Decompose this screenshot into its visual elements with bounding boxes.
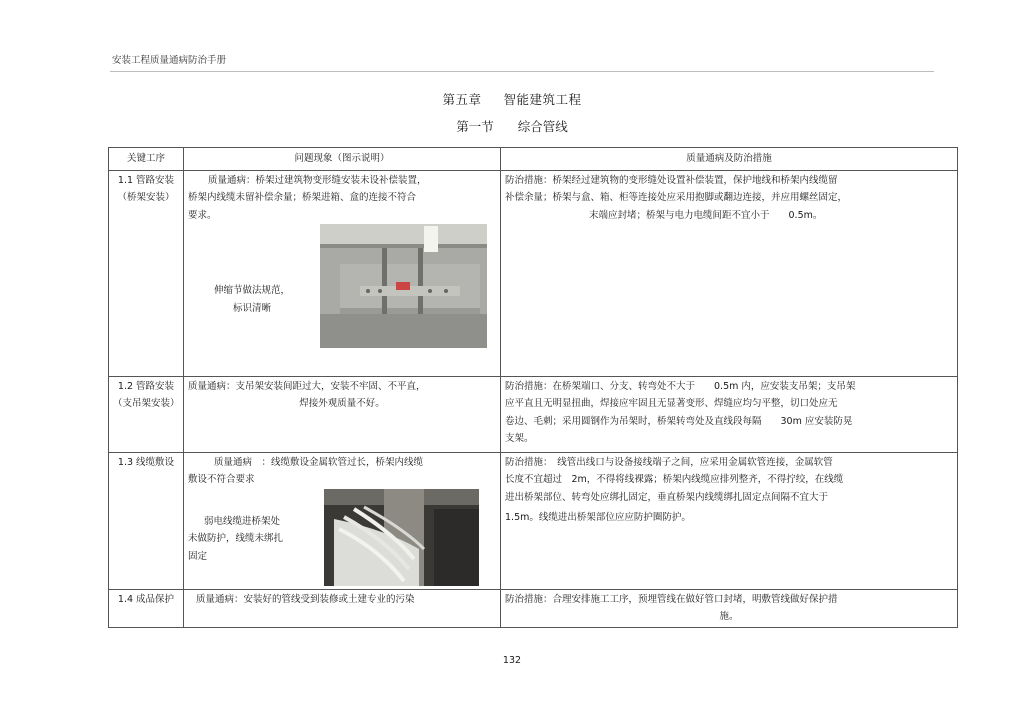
- photo-caption: [188, 489, 320, 566]
- chapter-number: 第五章: [442, 92, 482, 107]
- running-title: 安装工程质量通病防治手册: [112, 55, 227, 66]
- header-divider: [110, 71, 934, 72]
- header-phenomenon: 问题现象（图示说明）: [184, 148, 501, 171]
- table-row: [109, 452, 958, 589]
- phenomenon-cell: [184, 589, 501, 627]
- page-number: 132: [502, 655, 522, 666]
- section-name: 综合管线: [517, 119, 568, 134]
- measures-line: 1.5m。线缆进出桥架部位应应防护圈防护。: [505, 512, 691, 524]
- caption-line: 标识清晰: [232, 302, 271, 314]
- process-cell: 1.1 管路安装（桥架安装）: [109, 170, 184, 376]
- phenomenon-cell: [184, 170, 501, 376]
- cable-bundle-image: [324, 489, 479, 586]
- process-cell: 1.3 线缆敷设: [109, 452, 184, 589]
- cable-photo: [324, 489, 479, 586]
- header-measures: 质量通病及防治措施: [501, 148, 958, 171]
- phenomenon-line: 质量通病 ：线缆敷设金属软管过长，桥架内线缆: [214, 456, 424, 468]
- measures-line: 末端应封堵；桥架与电力电缆间距不宜小于 0.5m。: [589, 209, 823, 221]
- chapter-name: 智能建筑工程: [503, 92, 582, 107]
- phenomenon-line: 桥架内线缆未留补偿余量；桥架进箱、盒的连接不符合: [188, 192, 417, 204]
- measures-cell: [501, 452, 958, 589]
- caption-line: 固定: [188, 550, 208, 562]
- measures-line: 防治措施：合理安排施工工序，预埋管线在做好管口封堵，明敷管线做好保护措: [505, 593, 838, 605]
- measures-line: 长度不宜超过 2m，不得将线裸露；桥架内线缆应排列整齐，不得拧绞，在线缆: [505, 474, 844, 486]
- cable-tray-image: [320, 224, 487, 348]
- measures-line: 防治措施： 线管出线口与设备接线端子之间，应采用金属软管连接，金属软管: [505, 456, 833, 468]
- phenomenon-line: 质量通病：桥架过建筑物变形缝安装未设补偿装置，: [208, 174, 427, 186]
- phenomenon-line: 敷设不符合要求: [188, 474, 255, 486]
- cable-tray-photo: [320, 224, 487, 348]
- measures-line: 补偿余量；桥架与盒、箱、柜等连接处应采用抱脚或翻边连接，并应用螺丝固定，: [505, 192, 848, 204]
- measures-line: 防治措施：在桥架端口、分支、转弯处不大于 0.5m 内，应安装支吊架；支吊架: [505, 380, 856, 392]
- measures-cell: [501, 589, 958, 627]
- quality-table: [108, 147, 958, 628]
- header-process: 关键工序: [109, 148, 184, 171]
- measures-line: 应平直且无明显扭曲，焊接应牢固且无显著变形、焊缝应均匀平整，切口处应无: [505, 398, 838, 410]
- table-header-row: [109, 148, 958, 171]
- phenomenon-cell: [184, 452, 501, 589]
- process-cell: 1.2 管路安装（支吊架安装）: [109, 376, 184, 452]
- section-title: [0, 117, 1024, 135]
- table-row: [109, 589, 958, 627]
- measures-line: 支架。: [505, 433, 534, 445]
- phenomenon-line: 质量通病：支吊架安装间距过大，安装不牢固、不平直，: [188, 380, 426, 392]
- chapter-title: [0, 90, 1024, 108]
- table-row: [109, 170, 958, 376]
- photo-caption: [188, 224, 316, 317]
- phenomenon-line: 质量通病：安装好的管线受到装修或土建专业的污染: [196, 593, 415, 605]
- phenomenon-cell: [184, 376, 501, 452]
- measures-cell: [501, 376, 958, 452]
- caption-line: 伸缩节做法规范，: [213, 285, 290, 297]
- measures-line: 施。: [719, 611, 739, 623]
- measures-cell: [501, 170, 958, 376]
- process-cell: 1.4 成品保护: [109, 589, 184, 627]
- measures-line: 进出桥架部位、转弯处应绑扎固定，垂直桥架内线缆绑扎固定点间隔不宜大于: [505, 491, 829, 503]
- phenomenon-line: 焊接外观质量不好。: [299, 398, 385, 410]
- caption-line: 未做防护，线缆未绑扎: [188, 533, 284, 545]
- measures-line: 防治措施：桥架经过建筑物的变形缝处设置补偿装置，保护地线和桥架内线缆留: [505, 174, 838, 186]
- table-row: [109, 376, 958, 452]
- phenomenon-line: 要求。: [188, 209, 217, 221]
- caption-line: 弱电线缆进桥架处: [204, 515, 281, 527]
- section-number: 第一节: [456, 119, 494, 134]
- measures-line: 卷边、毛刺；采用圆钢作为吊架时，桥架转弯处及直线段每隔 30m 应安装防晃: [505, 415, 853, 427]
